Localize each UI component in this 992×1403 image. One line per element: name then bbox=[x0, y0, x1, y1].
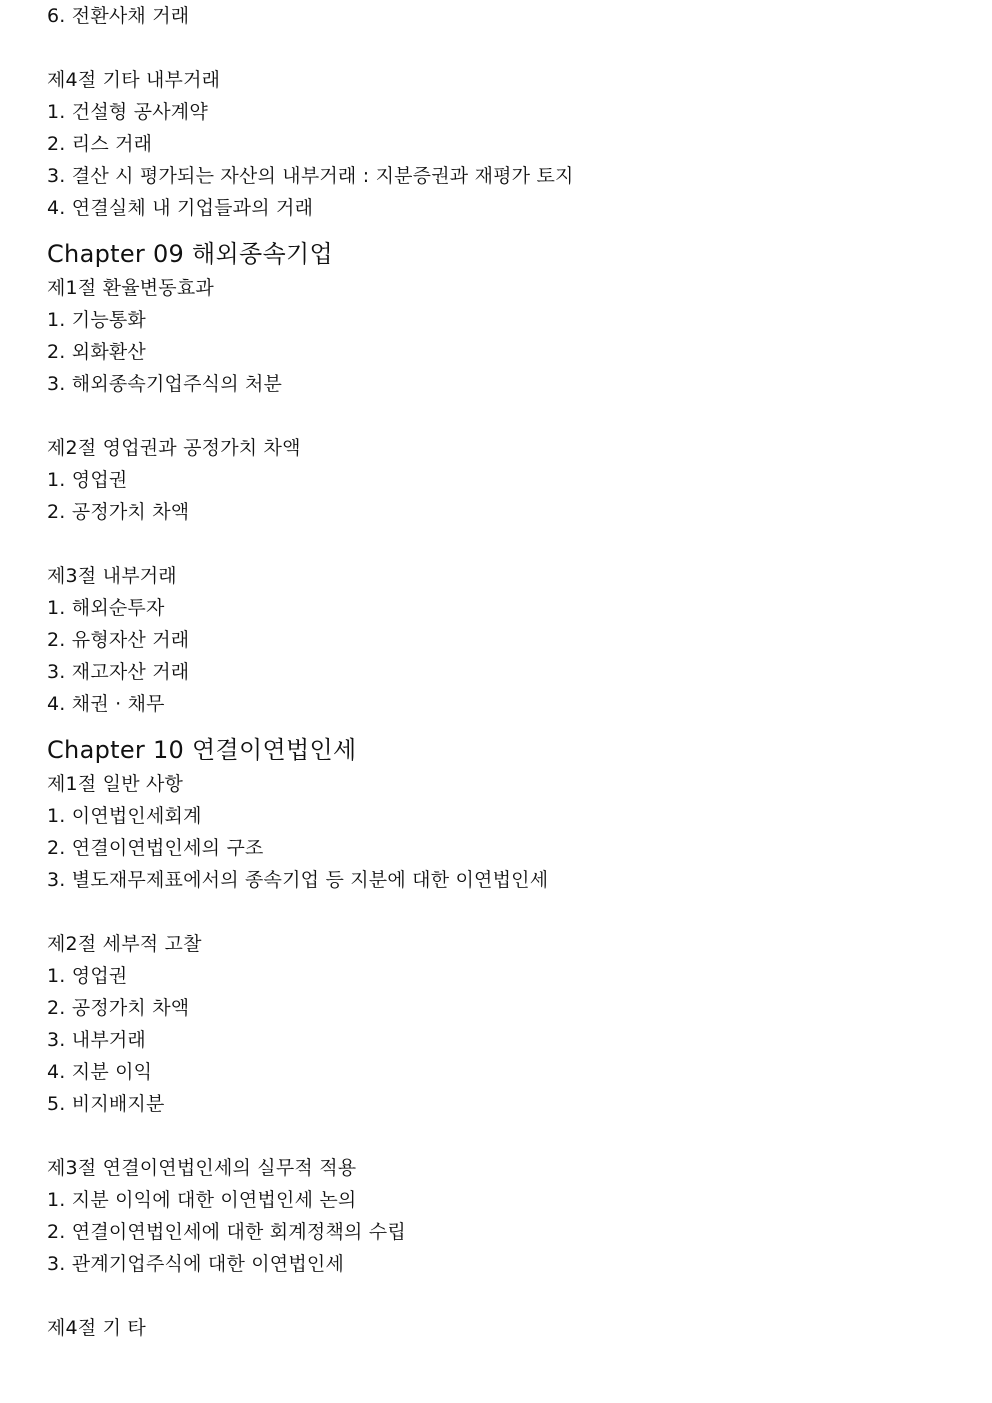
toc-item: 2. 연결이연법인세에 대한 회계정책의 수립 bbox=[47, 1221, 406, 1243]
toc-item: 3. 해외종속기업주식의 처분 bbox=[47, 373, 283, 395]
toc-item: 1. 해외순투자 bbox=[47, 597, 165, 619]
toc-item: 6. 전환사채 거래 bbox=[47, 5, 190, 27]
toc-item: 2. 연결이연법인세의 구조 bbox=[47, 837, 264, 859]
toc-item: 1. 이연법인세회계 bbox=[47, 805, 202, 827]
toc-item: 3. 관계기업주식에 대한 이연법인세 bbox=[47, 1253, 345, 1275]
toc-item: 3. 내부거래 bbox=[47, 1029, 146, 1051]
section-heading: 제4절 기 타 bbox=[47, 1317, 146, 1339]
toc-item: 2. 공정가치 차액 bbox=[47, 501, 190, 523]
toc-item: 5. 비지배지분 bbox=[47, 1093, 165, 1115]
toc-item: 1. 영업권 bbox=[47, 965, 128, 987]
section-heading: 제3절 연결이연법인세의 실무적 적용 bbox=[47, 1157, 357, 1179]
toc-item: 2. 유형자산 거래 bbox=[47, 629, 190, 651]
section-heading: 제3절 내부거래 bbox=[47, 565, 177, 587]
blank-line bbox=[47, 896, 967, 928]
document-page bbox=[47, 0, 967, 1344]
toc-item: 2. 리스 거래 bbox=[47, 133, 153, 155]
blank-line bbox=[47, 400, 967, 432]
section-heading: 제4절 기타 내부거래 bbox=[47, 69, 221, 91]
section-heading: 제1절 환율변동효과 bbox=[47, 277, 214, 299]
toc-item: 3. 별도재무제표에서의 종속기업 등 지분에 대한 이연법인세 bbox=[47, 869, 549, 891]
toc-item: 1. 건설형 공사계약 bbox=[47, 101, 208, 123]
toc-item: 4. 연결실체 내 기업들과의 거래 bbox=[47, 197, 314, 219]
chapter-heading: Chapter 09 해외종속기업 bbox=[47, 240, 333, 268]
blank-line bbox=[47, 32, 967, 64]
blank-line bbox=[47, 1280, 967, 1312]
toc-item: 1. 지분 이익에 대한 이연법인세 논의 bbox=[47, 1189, 357, 1211]
section-heading: 제2절 영업권과 공정가치 차액 bbox=[47, 437, 301, 459]
chapter-heading: Chapter 10 연결이연법인세 bbox=[47, 736, 357, 764]
toc-item: 1. 영업권 bbox=[47, 469, 128, 491]
blank-line bbox=[47, 1120, 967, 1152]
toc-item: 4. 지분 이익 bbox=[47, 1061, 153, 1083]
toc-item: 3. 결산 시 평가되는 자산의 내부거래 : 지분증권과 재평가 토지 bbox=[47, 165, 574, 187]
section-heading: 제1절 일반 사항 bbox=[47, 773, 184, 795]
blank-line bbox=[47, 528, 967, 560]
toc-item: 3. 재고자산 거래 bbox=[47, 661, 190, 683]
section-heading: 제2절 세부적 고찰 bbox=[47, 933, 202, 955]
toc-item: 2. 외화환산 bbox=[47, 341, 146, 363]
toc-item: 1. 기능통화 bbox=[47, 309, 146, 331]
toc-item: 2. 공정가치 차액 bbox=[47, 997, 190, 1019]
toc-item: 4. 채권 · 채무 bbox=[47, 693, 165, 715]
